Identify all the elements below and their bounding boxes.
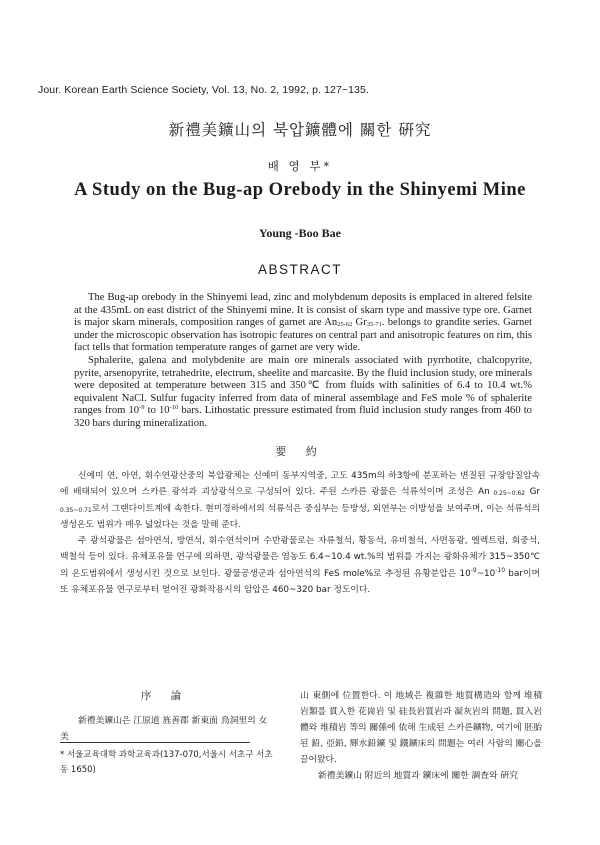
paper-title-english: A Study on the Bug-ap Orebody in the Shinyemi Mine	[74, 180, 526, 200]
summary-paragraph-1: 신예미 연, 아연, 휘수연광산중의 북압광체는 신예미 동부지역중, 고도 435m의 하3항에 분포하는 변질된 규장암질암속에 배태되어 있으며 스카른 광석과 괴상광석으로 구성되어 있다. 주된 스카른 광물은 석류석이며 조성은 An $_{0.25\sim 0.62}$ Gr $_{0.35\sim 0.71}$로서 그랜다이트계에 속한다. 현미경하에서의 석류석은 중심부는 등방성, 외연부는 이방성을 보여주며, 이는 석류석의 생성온도 범위가 매우 넓었다는 것을 말해 준다.	[60, 471, 541, 530]
author-affiliation-footnote: * 서울교육대학 과학교육과(137-070,서울시 서초구 서초동 1650)	[60, 750, 273, 775]
footnote-divider	[60, 742, 250, 743]
author-korean: 배 영 부*	[267, 159, 333, 173]
paper-title-korean: 新禮美鑛山의 북압鑛體에 關한 硏究	[168, 121, 432, 139]
introduction-right-paragraph-2: 新禮美鑛山 附近의 地質과 鑛床에 關한 調査와 硏究	[318, 771, 519, 781]
introduction-right-paragraph-1: 山 東側에 位置한다. 이 地域은 複雜한 地質構造와 함께 堆積岩類를 貫入한 花崗岩 및 硅長岩質岩과 凝灰岩의 問題, 貫入岩體와 堆積岩 等의 關係에 依해 生成된 스카른鑛物, 여기에 胚胎된 鉛, 亞鉛, 輝水鉛鑛 및 鐵鑛床의 問題는 여러 사람의 關心을 끌어왔다.	[300, 691, 542, 765]
abstract-paragraph-1: The Bug-ap orebody in the Shinyemi lead, zinc and molybdenum deposits is emplaced in altered felsite at the 435mL on east district of the Shinyemi mine. It is consist of skarn type and massive type ore. Garnet is major skarn minerals, composition ranges of garnet are $An_{25-62}$ $Gr_{35-71}$. belongs to grandite series. Garnet under the microscopic observation has isotropic features on central part and anisotropic features on rim, this fact tells that formation temperature ranges of garnet are very wide.	[74, 292, 533, 354]
introduction-right-column	[300, 688, 542, 784]
journal-citation: Jour. Korean Earth Science Society, Vol. 13, No. 2, 1992, p. 127~135.	[38, 84, 369, 96]
abstract-heading: ABSTRACT	[257, 262, 342, 277]
abstract-paragraph-2: Sphalerite, galena and molybdenite are main ore minerals associated with pyrrhotite, chalcopyrite, pyrite, arsenopyrite, tetrahedrite, electrum, sheelite and marcasite. By the fluid inclusion study, ore minerals were deposited at temperature between 315 and 350℃ from fluids with salinities of 6.4 to 10.4 wt.% equivalent NaCl. Sulfur fugacity inferred from data of mineral assemblage and FeS mole % of sphalerite ranges from $10^{-9}$ to $10^{-10}$ bars. Lithostatic pressure estimated from fluid inclusion study ranges from 460 to 320 bars during mineralization.	[74, 354, 532, 429]
summary-paragraph-2: 주 광석광물은 섬아연석, 방연석, 휘수연석이며 수반광물로는 자류철석, 황동석, 유비철석, 사면동광, 엘렉트럼, 회중석, 백철석 등이 있다. 유체포유물 연구에 의하면, 광석광물은 염농도 6.4~10.4 wt.%의 범위를 가지는 광화유체가 315~350℃의 온도범위에서 생성시킨 것으로 보인다. 광물공생군과 섬아연석의 FeS mole%로 추정된 유황분압은 $10^{-9}\sim 10^{-10}$ bar이며 또 유체포유물 연구로부터 얻어진 광화작용시의 암압은 460~320 bar 정도이다.	[60, 536, 540, 596]
introduction-heading: 序 論	[140, 690, 190, 702]
summary-heading: 要 約	[275, 445, 325, 458]
author-english: Young -Boo Bae	[258, 226, 341, 240]
abstract-body	[74, 292, 532, 431]
introduction-left-text: 新禮美鑛山은 江原道 旌善郡 新東面 鳥洞里의 女美	[60, 716, 268, 742]
introduction-left-column	[60, 713, 275, 745]
summary-body	[60, 468, 540, 598]
